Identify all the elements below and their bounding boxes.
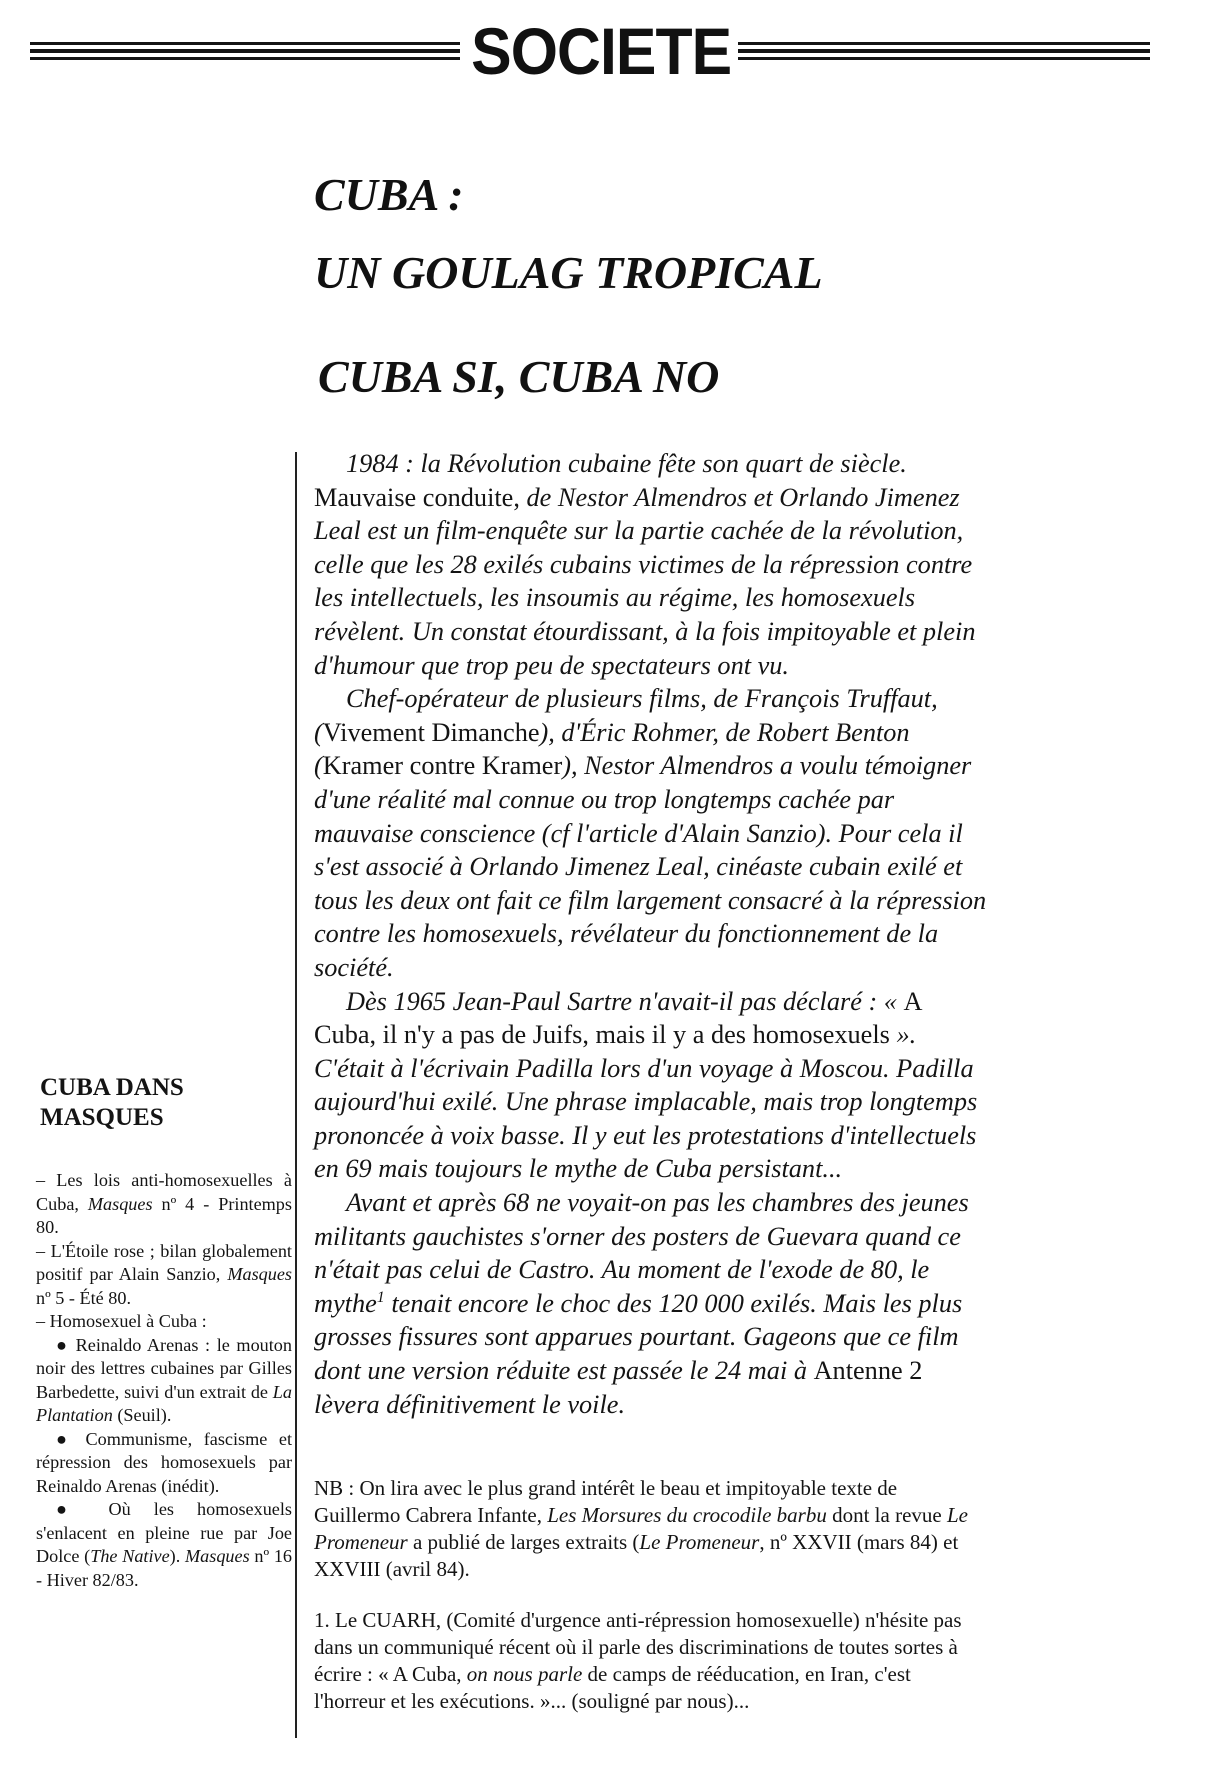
sidebar-subentry: ● Reinaldo Arenas : le mouton noir des lettres cubaines par Gilles Barbedette, suivi d'un extrait de La Plantation (Seuil). xyxy=(36,1334,292,1425)
article-line: prononcée à voix basse. Il y eut les protestations d'intellectuels xyxy=(314,1120,977,1150)
article-line: Dès 1965 Jean-Paul Sartre n'avait-il pas déclaré : « A xyxy=(346,986,923,1016)
article-line: Avant et après 68 ne voyait-on pas les chambres des jeunes xyxy=(346,1188,969,1218)
footnote xyxy=(314,1607,1164,1715)
sidebar-title: CUBA DANS MASQUES xyxy=(40,1074,184,1131)
article-line: société. xyxy=(314,952,394,982)
article-line: Leal est un film-enquête sur la partie cachée de la révolution, xyxy=(314,516,964,546)
section-header xyxy=(30,14,1150,88)
sidebar-entry: – Homosexuel à Cuba : xyxy=(36,1311,207,1331)
footnote-line: dans un communiqué récent où il parle des discriminations de toutes sortes à xyxy=(314,1635,958,1659)
sidebar-subentry: ● Communisme, fascisme et répression des homosexuels par Reinaldo Arenas (inédit). xyxy=(36,1428,292,1496)
article-line: grosses fissures sont apparues pourtant. Gageons que ce film xyxy=(314,1322,959,1352)
article-line: dont une version réduite est passée le 24 mai à Antenne 2 xyxy=(314,1356,923,1386)
headline-1: CUBA : xyxy=(314,169,464,220)
footnote-line: 1. Le CUARH, (Comité d'urgence anti-répression homosexuelle) n'hésite pas xyxy=(314,1608,962,1632)
header-rule-right xyxy=(738,42,1150,64)
article-body xyxy=(314,447,1164,1421)
article-line: mauvaise conscience (cf l'article d'Alain Sanzio). Pour cela il xyxy=(314,818,963,848)
article-line: d'humour que trop peu de spectateurs ont vu. xyxy=(314,650,790,680)
article-line: contre les homosexuels, révélateur du fonctionnement de la xyxy=(314,919,939,949)
note-line: Promeneur a publié de larges extraits (Le Promeneur, nº XXVII (mars 84) et xyxy=(314,1530,959,1554)
sidebar-entry: – L'Étoile rose ; bilan globalement positif par Alain Sanzio, Masques nº 5 - Été 80. xyxy=(36,1240,292,1308)
article-line: révèlent. Un constat étourdissant, à la fois impitoyable et plein xyxy=(314,616,976,646)
article-line: Chef-opérateur de plusieurs films, de François Truffaut, xyxy=(346,684,938,714)
article-line: Cuba, il n'y a pas de Juifs, mais il y a des homosexuels ». xyxy=(314,1020,917,1050)
article-line: 1984 : la Révolution cubaine fête son quart de siècle. xyxy=(346,449,907,478)
note-line: XXVIII (avril 84). xyxy=(314,1557,470,1581)
headline-2: UN GOULAG TROPICAL xyxy=(314,247,823,298)
headline-3: CUBA SI, CUBA NO xyxy=(318,351,720,402)
article-line: les intellectuels, les insoumis au régime, les homosexuels xyxy=(314,583,916,613)
nb-note xyxy=(314,1475,1164,1583)
article-line: tous les deux ont fait ce film largement consacré à la répression xyxy=(314,885,987,915)
footnote-line: l'horreur et les exécutions. »... (souligné par nous)... xyxy=(314,1689,750,1713)
article-line: d'une réalité mal connue ou trop longtemps cachée par xyxy=(314,784,895,814)
article-line: (Kramer contre Kramer), Nestor Almendros a voulu témoigner xyxy=(314,751,972,781)
article-line: C'était à l'écrivain Padilla lors d'un voyage à Moscou. Padilla xyxy=(314,1053,974,1083)
note-line: Guillermo Cabrera Infante, Les Morsures du crocodile barbu dont la revue Le xyxy=(314,1503,968,1527)
article-line: militants gauchistes s'orner des posters de Guevara quand ce xyxy=(314,1221,961,1251)
article-line: lèvera définitivement le voile. xyxy=(314,1389,626,1419)
section-title: SOCIETE xyxy=(471,14,732,88)
sidebar-subentry: ● Où les homosexuels s'enlacent en pleine rue par Joe Dolce (The Native). Masques nº 16 - Hiver 82/83. xyxy=(36,1499,293,1590)
article-line: Mauvaise conduite, de Nestor Almendros et Orlando Jimenez xyxy=(314,482,960,512)
sidebar xyxy=(36,1073,292,1592)
note-line: NB : On lira avec le plus grand intérêt le beau et impitoyable texte de xyxy=(314,1476,898,1500)
article-line: en 69 mais toujours le mythe de Cuba persistant... xyxy=(314,1154,843,1184)
header-rule-left xyxy=(30,42,460,64)
footnote-marker: 1 xyxy=(376,1288,385,1306)
article-line: celle que les 28 exilés cubains victimes de la répression contre xyxy=(314,549,973,579)
column-divider xyxy=(295,452,297,1738)
article-line: (Vivement Dimanche), d'Éric Rohmer, de Robert Benton xyxy=(314,717,910,747)
article-line: mythe$^1$ tenait encore le choc des 120 000 exilés. Mais les plus xyxy=(314,1288,963,1318)
footnote-line: écrire : « A Cuba, on nous parle de camps de rééducation, en Iran, c'est xyxy=(314,1662,911,1686)
sidebar-entry: – Les lois anti-homosexuelles à Cuba, Masques nº 4 - Printemps 80. xyxy=(36,1170,292,1237)
article-line: s'est associé à Orlando Jimenez Leal, cinéaste cubain exilé et xyxy=(314,852,963,882)
article-line: aujourd'hui exilé. Une phrase implacable, mais trop longtemps xyxy=(314,1087,978,1117)
article-line: n'était pas celui de Castro. Au moment de l'exode de 80, le xyxy=(314,1255,930,1285)
